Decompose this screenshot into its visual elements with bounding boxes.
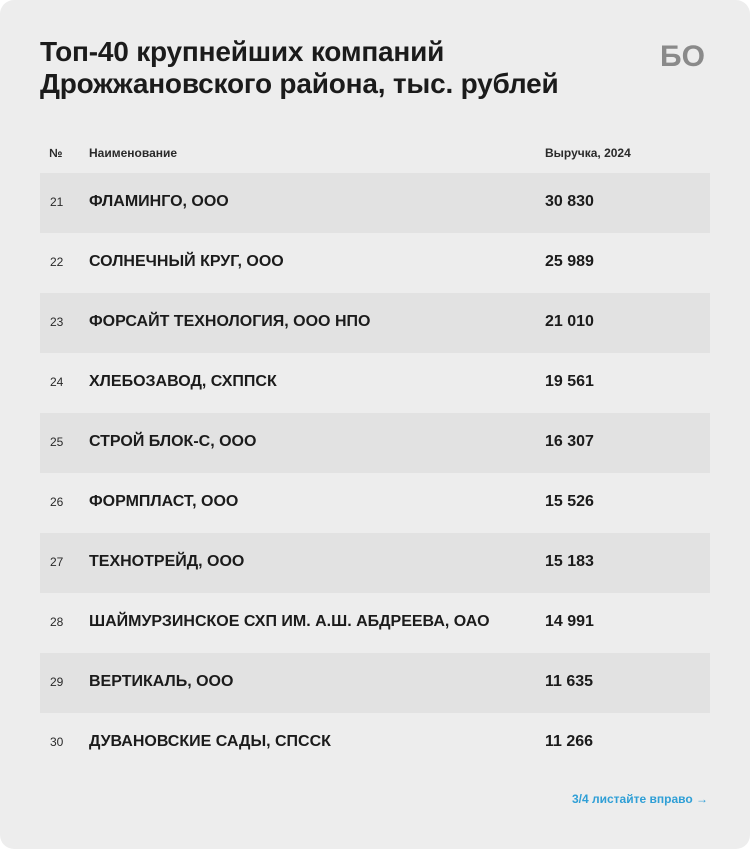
revenue-value: 11 266 [545, 733, 594, 750]
pager-hint: 3/4 листайте вправо → [571, 792, 708, 806]
revenue-value: 21 010 [545, 313, 594, 330]
revenue-value: 15 183 [545, 553, 594, 570]
table-row [40, 653, 710, 713]
company-name: СОЛНЕЧНЫЙ КРУГ, ООО [89, 253, 284, 270]
company-name: ТЕХНОТРЕЙД, ООО [89, 553, 245, 570]
table-row [40, 473, 710, 533]
row-number: 27 [50, 555, 64, 569]
column-header-revenue: Выручка, 2024 [545, 146, 631, 160]
company-name: ФЛАМИНГО, ООО [89, 193, 229, 210]
company-name: ХЛЕБОЗАВОД, СХППСК [89, 373, 277, 390]
revenue-value: 25 989 [545, 253, 594, 270]
column-header-name: Наименование [89, 146, 178, 160]
table-header [40, 143, 710, 163]
column-header-number: № [49, 146, 63, 160]
logo-text: БО [660, 40, 705, 70]
company-name: ШАЙМУРЗИНСКОЕ СХП ИМ. А.Ш. АБДРЕЕВА, ОАО [89, 613, 490, 630]
page-title [40, 36, 640, 100]
bo-logo-icon [660, 38, 712, 70]
row-number: 21 [50, 195, 64, 209]
revenue-value: 19 561 [545, 373, 594, 390]
row-number: 28 [50, 615, 64, 629]
revenue-value: 15 526 [545, 493, 594, 510]
company-name: СТРОЙ БЛОК-С, ООО [89, 433, 257, 450]
revenue-value: 14 991 [545, 613, 594, 630]
row-number: 30 [50, 735, 64, 749]
title-line-2: Дрожжановского района, тыс. рублей [40, 68, 559, 99]
table-row [40, 293, 710, 353]
table-row [40, 233, 710, 293]
row-number: 26 [50, 495, 64, 509]
revenue-value: 11 635 [545, 673, 594, 690]
row-number: 22 [50, 255, 64, 269]
row-number: 24 [50, 375, 64, 389]
revenue-value: 16 307 [545, 433, 594, 450]
revenue-value: 30 830 [545, 193, 594, 210]
table-row [40, 533, 710, 593]
row-number: 29 [50, 675, 64, 689]
table-row [40, 173, 710, 233]
company-name: ФОРСАЙТ ТЕХНОЛОГИЯ, ООО НПО [89, 313, 371, 330]
row-number: 23 [50, 315, 64, 329]
table-row [40, 353, 710, 413]
company-name: ДУВАНОВСКИЕ САДЫ, СПССК [89, 733, 331, 750]
company-name: ФОРМПЛАСТ, ООО [89, 493, 239, 510]
table-row [40, 413, 710, 473]
table-row [40, 593, 710, 653]
table-row [40, 713, 710, 773]
title-line-1: Топ-40 крупнейших компаний [40, 36, 445, 67]
row-number: 25 [50, 435, 64, 449]
table-body [40, 173, 710, 773]
company-name: ВЕРТИКАЛЬ, ООО [89, 673, 234, 690]
